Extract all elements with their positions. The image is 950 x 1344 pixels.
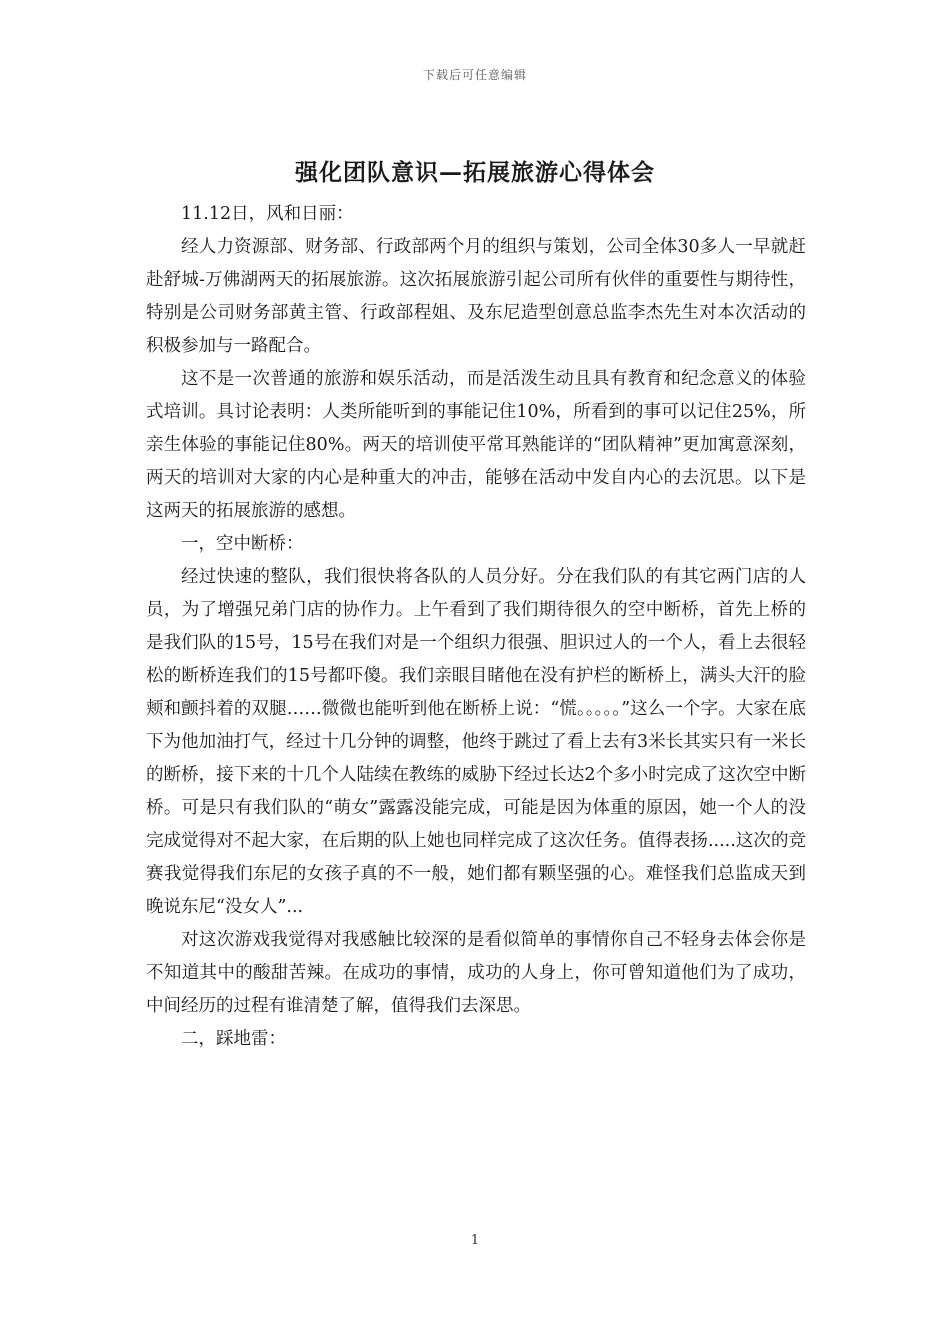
paragraph-bridge: 经过快速的整队，我们很快将各队的人员分好。分在我们队的有其它两门店的人员，为了增强兄弟门店的协作力。上午看到了我们期待很久的空中断桥，首先上桥的是我们队的15号，15号在我们对是一个组织力很强、胆识过人的一个人，看上去很轻松的断桥连我们的15号都吓傻。我们亲眼目睹他在没有护栏的断桥上，满头大汗的脸颊和颤抖着的双腿……微微也能听到他在断桥上说：“慌。。。。。”这么一个字。大家在底下为他加油打气，经过十几分钟的调整，他终于跳过了看上去有3米长其实只有一米长的断桥，接下来的十几个人陆续在教练的威胁下经过长达2个多小时完成了这次空中断桥。可是只有我们队的“萌女”露露没能完成，可能是因为体重的原因，她一个人的没完成觉得对不起大家，在后期的队上她也同样完成了这次任务。值得表扬.....这次的竞赛我觉得我们东尼的女孩子真的不一般，她们都有颗坚强的心。难怪我们总监成天到晚说东尼“没女人”... (146, 567, 806, 917)
paragraph-training: 这不是一次普通的旅游和娱乐活动，而是活泼生动且具有教育和纪念意义的体验式培训。具讨论表明：人类所能听到的事能记住10%，所看到的事可以记住25%，所亲生体验的事能记住80%。两天的培训使平常耳熟能详的“团队精神”更加寓意深刻，两天的培训对大家的内心是种重大的冲击，能够在活动中发自内心的去沉思。以下是这两天的拓展旅游的感想。 (146, 369, 806, 521)
paragraph-intro: 经人力资源部、财务部、行政部两个月的组织与策划，公司全体30多人一早就赶赴舒城-万佛湖两天的拓展旅游。这次拓展旅游引起公司所有伙伴的重要性与期待性，特别是公司财务部黄主管、行政部程姐、及东尼造型创意总监李杰先生对本次活动的积极参加与一路配合。 (146, 237, 806, 356)
paragraph-reflection: 对这次游戏我觉得对我感触比较深的是看似简单的事情你自己不轻身去体会你是不知道其中的酸甜苦辣。在成功的事情，成功的人身上，你可曾知道他们为了成功，中间经历的过程有谁清楚了解，值得我们去深思。 (146, 930, 806, 1016)
page-number: 1 (470, 1233, 480, 1248)
document-body (146, 198, 806, 1056)
page-header-note: 下载后可任意编辑 (422, 68, 527, 82)
section-heading-1: 一，空中断桥： (181, 534, 304, 554)
section-heading-2: 二，踩地雷： (181, 1029, 286, 1049)
document-title: 强化团队意识—拓展旅游心得体会 (295, 159, 655, 186)
paragraph-date: 11.12日，风和日丽： (181, 204, 354, 224)
